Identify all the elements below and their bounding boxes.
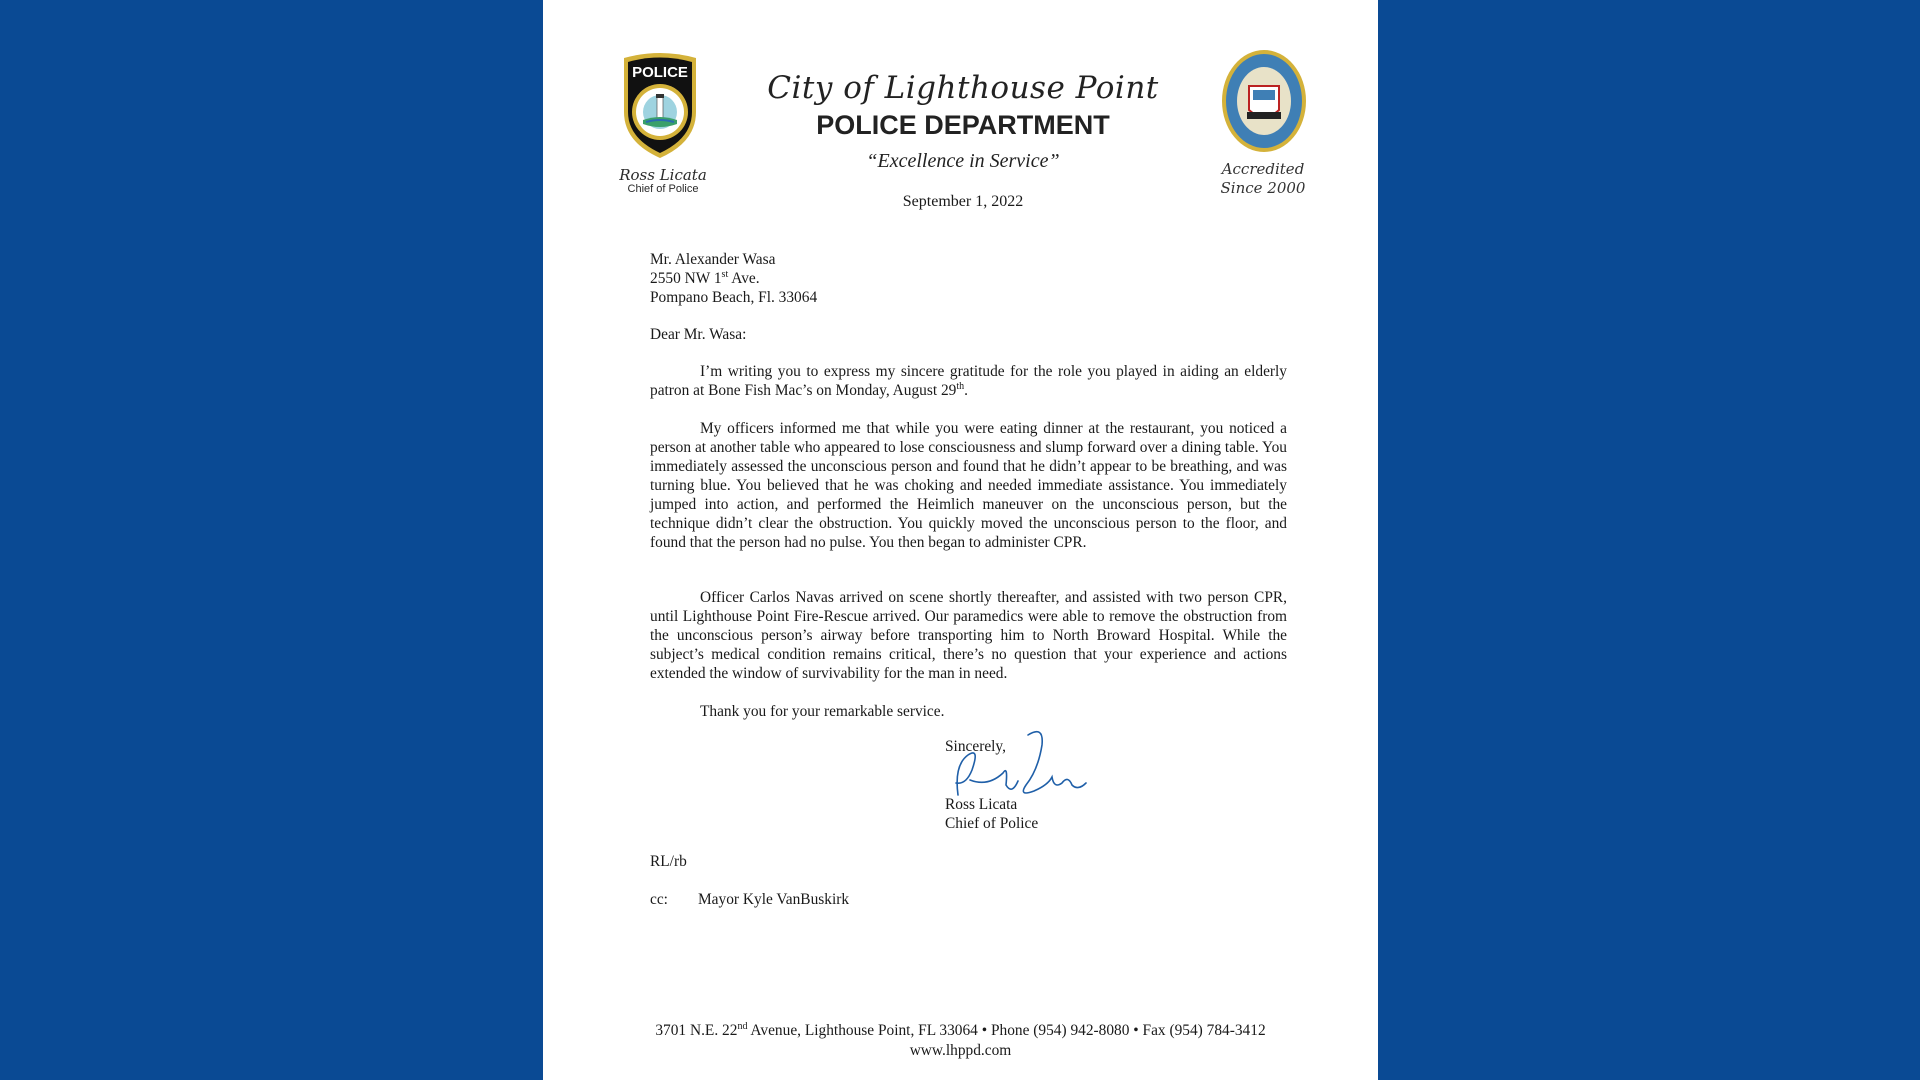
paragraph-3: Officer Carlos Navas arrived on scene shortly thereafter, and assisted with two person CPR, until Lighthouse Point Fire-Rescue arrived. Our paramedics were able to remove the obstruction from the unconscious person’s airway before transporting him to North Broward Hospital. While the subject’s medical condition remains critical, there’s no question that your experience and actions extended the window of survivability for the man in need. (650, 589, 1287, 682)
recipient-city: Pompano Beach, Fl. 33064 (650, 289, 818, 306)
letter-page (543, 0, 1378, 1080)
footer-address: 3701 N.E. 22nd Avenue, Lighthouse Point, FL 33064 • Phone (954) 942-8080 • Fax (954) 784-3412 (655, 1020, 1266, 1039)
letter-date: September 1, 2022 (902, 193, 1024, 210)
city-name: City of Lighthouse Point (767, 70, 1159, 106)
typist-initials: RL/rb (650, 853, 687, 870)
recipient-name: Mr. Alexander Wasa (650, 251, 776, 268)
paragraph-2: My officers informed me that while you were eating dinner at the restaurant, you noticed a person at another table who appeared to lose consciousness and slump forward over a dining table. You immediately assessed the unconscious person and found that he didn’t appear to be breathing, and was turning blue. You believed that he was choking and needed immediate assistance. You immediately jumped into action, and performed the Heimlich maneuver on the unconscious person, but the technique didn’t clear the obstruction. You quickly moved the unconscious person to the floor, and found that the person had no pulse. You then began to administer CPR. (650, 420, 1287, 551)
department-name: POLICE DEPARTMENT (816, 110, 1110, 140)
paragraph-1: I’m writing you to express my sincere gratitude for the role you played in aiding an elderly patron at Bone Fish Mac’s on Monday, August 29th. (650, 363, 1287, 399)
signer-name: Ross Licata (945, 796, 1018, 813)
salutation: Dear Mr. Wasa: (650, 326, 747, 343)
accreditation-seal-logo (1219, 48, 1309, 154)
paragraph-4: Thank you for your remarkable service. (700, 703, 945, 720)
accredited-label: Accredited (1221, 160, 1305, 178)
chief-signature-header: Ross Licata (619, 166, 707, 184)
signer-title: Chief of Police (945, 815, 1039, 832)
footer-website[interactable]: www.lhppd.com (909, 1042, 1012, 1059)
closing: Sincerely, (945, 738, 1006, 755)
carbon-copy (650, 890, 849, 909)
cc-recipient: Mayor Kyle VanBuskirk (698, 891, 850, 908)
accredited-since: Since 2000 (1220, 179, 1306, 197)
chief-title-header: Chief of Police (627, 183, 699, 195)
recipient-address (650, 250, 1150, 307)
recipient-street: 2550 NW 1st Ave. (650, 268, 760, 287)
cc-label: cc: (650, 891, 668, 908)
svg-text:POLICE: POLICE (632, 64, 688, 81)
department-motto: “Excellence in Service” (866, 150, 1060, 172)
police-badge-logo (616, 50, 704, 160)
